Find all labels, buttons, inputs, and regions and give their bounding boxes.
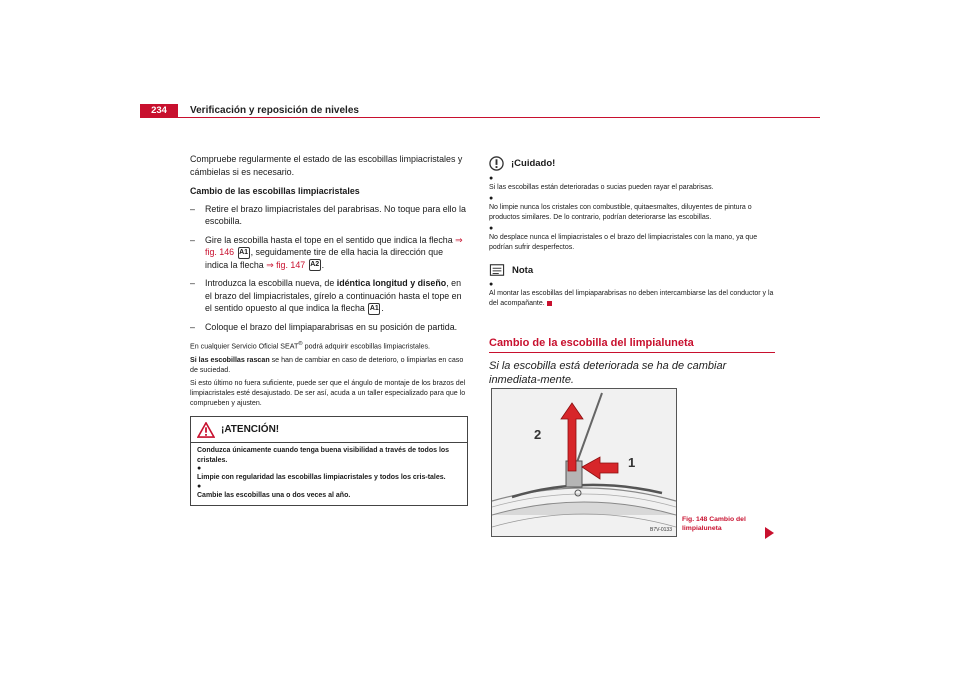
caution-item: ● No desplace nunca el limpiacristales o el brazo del limpiacristales con la mano, ya que podrían sufrir desperfectos. bbox=[489, 225, 775, 253]
section-title: Cambio de la escobilla del limpialuneta bbox=[489, 337, 775, 353]
warning-body bbox=[191, 442, 467, 505]
caution-item: ● No limpie nunca los cristales con combustible, quitaesmaltes, diluyentes de pintura o productos similares. De lo contrario, podrían deteriorarse las escobillas. bbox=[489, 195, 775, 223]
caution-circle-icon bbox=[489, 156, 504, 171]
figure-code: B7V-0133 bbox=[650, 527, 672, 533]
step-4-text: Coloque el brazo del limpiaparabrisas en su posición de partida. bbox=[205, 321, 458, 332]
arrow-badge-a1: A1 bbox=[368, 303, 380, 315]
fig-146-link[interactable]: ⇒ fig. 146 bbox=[205, 234, 463, 257]
subhead-windscreen-wipers: Cambio de las escobillas limpiacristales bbox=[190, 186, 360, 196]
registered-mark: ® bbox=[298, 341, 303, 348]
note-header bbox=[489, 263, 775, 277]
warning-item: ● Limpie con regularidad las escobillas limpiacristales y todos los cris-tales. bbox=[197, 465, 461, 483]
note-item-text: Al montar las escobillas del limpiaparabrisas no deben intercambiarse las del conductor y la del acompañante. bbox=[489, 290, 774, 307]
right-column bbox=[489, 156, 775, 387]
step-3-bold: idéntica longitud y diseño bbox=[336, 278, 447, 289]
note-service bbox=[190, 339, 468, 351]
end-marker-icon bbox=[547, 301, 552, 306]
step-3-end: . bbox=[381, 303, 384, 314]
step-dash: – bbox=[190, 321, 195, 332]
step-dash: – bbox=[190, 278, 195, 289]
section-subtitle: Si la escobilla está deteriorada se ha de cambiar inmediata-mente. bbox=[489, 360, 727, 386]
note-item bbox=[489, 281, 775, 309]
warning-item: ● Cambie las escobillas una o dos veces al año. bbox=[197, 483, 461, 501]
figure-caption-line1: Fig. 148 Cambio del bbox=[682, 516, 746, 523]
step-3 bbox=[190, 277, 468, 315]
arrow-badge-a2: A2 bbox=[309, 259, 321, 271]
step-2-end: . bbox=[321, 259, 325, 270]
note-scratch-rest: se han de cambiar en caso de deterioro, o limpiarlas en caso de suciedad. bbox=[190, 355, 464, 374]
note-service-rest: podrá adquirir escobillas limpiacristales. bbox=[302, 342, 431, 351]
warning-triangle-icon bbox=[197, 422, 215, 438]
step-1 bbox=[190, 203, 468, 228]
warning-header bbox=[191, 417, 467, 442]
caution-item: ● Si las escobillas están deterioradas o sucias pueden rayar el parabrisas. bbox=[489, 175, 775, 193]
caution-title: ¡Cuidado! bbox=[511, 158, 556, 169]
figure-label-1: 1 bbox=[628, 455, 636, 470]
fig-147-link[interactable]: ⇒ fig. 147 bbox=[266, 259, 306, 270]
header-rule bbox=[178, 117, 820, 118]
step-dash: – bbox=[190, 234, 195, 245]
intro-text: Compruebe regularmente el estado de las escobillas limpiacristales y cámbielas si es necesario. bbox=[190, 154, 463, 177]
note-icon bbox=[489, 263, 505, 277]
step-dash: – bbox=[190, 203, 195, 214]
header-title: Verificación y reposición de niveles bbox=[190, 105, 359, 116]
warning-box bbox=[190, 416, 468, 506]
left-column bbox=[190, 153, 468, 506]
page-header bbox=[140, 104, 820, 118]
figure-label-2: 2 bbox=[534, 427, 542, 442]
caution-header bbox=[489, 156, 775, 171]
step-1-text: Retire el brazo limpiacristales del parabrisas. No toque para ello la escobilla. bbox=[205, 203, 466, 226]
note-scratch bbox=[190, 355, 468, 375]
figure-caption bbox=[682, 516, 746, 533]
warning-title: ¡ATENCIÓN! bbox=[221, 423, 280, 435]
figure-rear-wiper bbox=[491, 388, 677, 537]
step-2-text: Gire la escobilla hasta el tope en el sentido que indica la flecha bbox=[205, 234, 453, 245]
step-2 bbox=[190, 234, 468, 272]
step-2-mid: , seguidamente tire de ella hacia la dirección que indica la flecha bbox=[205, 247, 444, 270]
warning-lead: Conduzca únicamente cuando tenga buena visibilidad a través de todos los cristales. bbox=[197, 446, 450, 464]
note-scratch-bold: Si las escobillas rascan bbox=[190, 355, 270, 364]
rear-wiper-illustration bbox=[492, 389, 676, 536]
note-angle: Si esto último no fuera suficiente, puede ser que el ángulo de montaje de los brazos del limpiacristales esté desajustado. De ser así, acuda a un taller especializado para que lo comprueben y ajusten. bbox=[190, 378, 466, 407]
step-4 bbox=[190, 321, 468, 334]
step-3-text: Introduzca la escobilla nueva, de bbox=[205, 278, 335, 289]
figure-caption-line2: limpialuneta bbox=[682, 524, 722, 532]
arrow-badge-a1: A1 bbox=[238, 247, 250, 259]
next-page-arrow-icon[interactable] bbox=[765, 527, 774, 539]
page-number: 234 bbox=[140, 104, 178, 118]
note-service-text: En cualquier Servicio Oficial SEAT bbox=[190, 342, 299, 351]
note-title: Nota bbox=[512, 264, 534, 276]
step-3-rest: , en el brazo del limpiacristales, gírelo a continuación hasta el tope en el sentido opuesto al que indica la flecha bbox=[205, 278, 462, 314]
